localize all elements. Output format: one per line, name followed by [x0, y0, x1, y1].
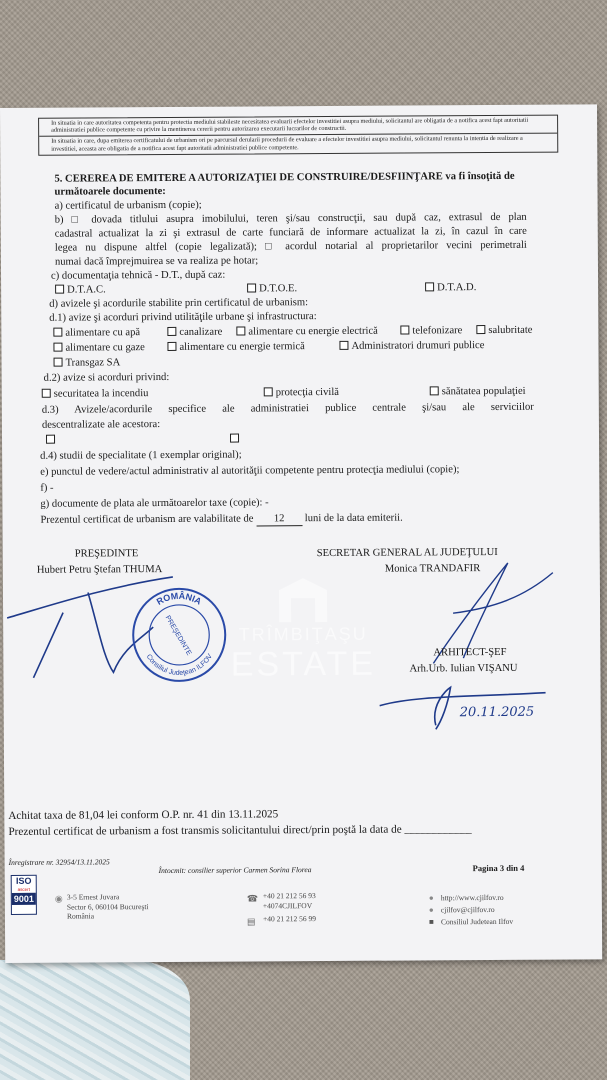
registration-number: Înregistrare nr. 32954/13.11.2025 [8, 857, 110, 867]
checkbox-icon [53, 343, 62, 352]
email-link[interactable]: cjilfov@cjilfov.ro [440, 904, 495, 915]
checkbox-icon [264, 387, 273, 396]
item-d4: d.4) studii de specialitate (1 exemplar original); [40, 449, 242, 462]
checkbox-sewage[interactable]: canalizare [167, 326, 222, 339]
checkbox-water[interactable]: alimentare cu apă [53, 326, 140, 340]
notice-row-2: In situatia in care, dupa emiterea certificatului de urbanism ori pe parcursul derularii procedurii de evaluare a efectelor investitiei asupra mediului, solicitantul renunta la intentia de realizare a investitiei, aceasta are obligatia de a notifica acest fapt autoritatii administratiei publice competente. [39, 133, 557, 155]
checkbox-icon [476, 325, 485, 334]
svg-text:Consiliul Judeţean ILFOV: Consiliul Judeţean ILFOV [144, 652, 215, 677]
item-d3: d.3) Avizele/acordurile specifice ale administratiei publice centrale şi/sau ale serviciilor [41, 401, 534, 416]
phone-icon: ☎ [246, 893, 259, 904]
checkbox-icon [54, 358, 63, 367]
checkbox-heating[interactable]: alimentare cu energie termică [167, 340, 304, 354]
checkbox-roads[interactable]: Administratori drumuri publice [339, 339, 484, 353]
item-b-line-2: cadastral actualizat la zi şi extrasul de carte funciară de informare actualizat la zi, în cazul în care [54, 225, 527, 240]
item-g: g) documente de plata ale următoarelor taxe (copie): - [40, 497, 269, 510]
fax-icon: ▤ [246, 916, 256, 927]
website-link[interactable]: http://www.cjilfov.ro [440, 892, 504, 903]
section-5-heading: 5. CEREREA DE EMITERE A AUTORIZAŢIEI DE CONSTRUIRE/DESFIINŢARE va fi însoţită de [54, 170, 515, 185]
president-name: Hubert Petru Ştefan THUMA [36, 564, 163, 576]
checkbox-electricity[interactable]: alimentare cu energie electrică [236, 325, 378, 339]
item-e: e) punctul de vedere/actul administrativ al autorităţii competente pentru protecţia mediului (copie); [40, 464, 460, 478]
document-page [0, 104, 602, 963]
item-d3-cont: descentralizate ale acestora: [41, 419, 161, 431]
checkbox-dtoe[interactable]: D.T.O.E. [247, 282, 297, 295]
prepared-by: Întocmit: consilier superior Carmen Sorina Florea [158, 865, 312, 876]
item-d: d) avizele şi acordurile stabilite prin certificatul de urbanism: [49, 297, 309, 310]
facebook-link[interactable]: Consiliul Judetean Ilfov [440, 916, 514, 927]
checkbox-icon [55, 285, 64, 294]
facebook-icon: ■ [428, 917, 434, 927]
tax-paid: Achitat taxa de 81,04 lei conform O.P. nr. 41 din 13.11.2025 [8, 808, 279, 822]
president-title: PREŞEDINTE [74, 548, 139, 560]
watermark-line-1: TRÎMBIŢAŞU [238, 623, 368, 645]
checkbox-d3-1[interactable] [46, 434, 58, 447]
item-d2: d.2) avize si acorduri privind: [43, 371, 170, 384]
item-b-line-3: legea nu dispune altfel (copie legalizată); □ acordul notarial al proprietarilor vecini perimetrali [54, 239, 527, 254]
notice-box [38, 115, 558, 156]
address-block: 3-5 Ernest Juvara Sector 6, 060104 Bucureşti România [66, 892, 149, 921]
checkbox-icon [53, 328, 62, 337]
checkbox-icon [46, 435, 55, 444]
validity-line: Prezentul certificat de urbanism are valabilitate de 12 luni de la data emiterii. [40, 512, 403, 526]
checkbox-icon [167, 342, 176, 351]
checkbox-health[interactable]: sănătatea populaţiei [430, 385, 526, 399]
background-cloth [0, 960, 190, 1080]
checkbox-sanitation[interactable]: salubritate [476, 324, 532, 337]
contact-block [441, 892, 513, 928]
watermark-icon [273, 576, 333, 624]
checkbox-icon [236, 327, 245, 336]
checkbox-transgaz[interactable]: Transgaz SA [54, 356, 121, 369]
checkbox-civil[interactable]: protecţia civilă [264, 386, 339, 399]
item-b-line-4: numai dacă împrejmuirea se va realiza pe hotar; [54, 255, 259, 268]
checkbox-icon [339, 341, 348, 350]
svg-text:PREŞEDINTE: PREŞEDINTE [163, 614, 193, 657]
checkbox-icon [247, 283, 256, 292]
email-icon: ● [428, 905, 434, 915]
checkbox-dtac[interactable]: D.T.A.C. [55, 283, 106, 296]
watermark-logo [218, 576, 389, 685]
section-5-heading-cont: următoarele documente: [54, 185, 166, 198]
page-number: Pagina 3 din 4 [472, 862, 525, 874]
validity-months: 12 [256, 512, 302, 526]
checkbox-fire[interactable]: securitatea la incendiu [42, 387, 149, 401]
watermark-line-2: ESTATE [230, 644, 377, 684]
item-b-line-1: b) □ dovada titlului asupra imobilului, teren şi/sau construcţii, sau după caz, extrasul de plan [54, 211, 527, 226]
checkbox-icon [167, 327, 176, 336]
item-c: c) documentaţia tehnică - D.T., după caz: [50, 269, 226, 282]
architect-title: ARHITECT-ŞEF [433, 646, 507, 659]
notice-row-1: In situatia in care autoritatea competenta pentru protectia mediului stabileste necesitatea evaluarii efectelor investitiei asupra mediului, solicitantul are obligatia de a notifica acest fapt autoritatii administratiei publice competente cu privire la mentinerea cererii pentru autorizarea executarii lucrarilor de constructii. [51, 116, 529, 134]
phone-block: +40 21 212 56 93 +4074CJILFOV +40 21 212 56 99 [262, 891, 316, 924]
checkbox-gas[interactable]: alimentare cu gaze [53, 341, 144, 355]
web-icon: ● [428, 893, 434, 903]
checkbox-icon [430, 386, 439, 395]
architect-name: Arh.Urb. Iulian VIŞANU [409, 662, 518, 675]
checkbox-icon [425, 282, 434, 291]
checkbox-icon [400, 326, 409, 335]
architect-date: 20.11.2025 [459, 704, 535, 721]
checkbox-telephone[interactable]: telefonizare [400, 324, 462, 337]
checkbox-dtad[interactable]: D.T.A.D. [425, 281, 476, 294]
secretary-name: Monica TRANDAFIR [384, 563, 481, 575]
checkbox-icon [42, 389, 51, 398]
checkbox-d3-2[interactable] [230, 433, 242, 446]
secretary-title: SECRETAR GENERAL AL JUDEŢULUI [316, 546, 498, 560]
iso-logo: ISO ascert 9001 [11, 875, 37, 915]
location-icon: ◉ [54, 893, 63, 904]
item-d1: d.1) avize şi acorduri privind utilităţile urbane şi infrastructura: [49, 311, 317, 324]
tax-transmitted: Prezentul certificat de urbanism a fost transmis solicitantului direct/prin poştă la data de ____________ [8, 823, 472, 838]
svg-text:ROMÂNIA: ROMÂNIA [154, 590, 204, 607]
official-stamp [129, 585, 230, 686]
item-a: a) certificatul de urbanism (copie); [54, 199, 202, 212]
checkbox-icon [230, 434, 239, 443]
item-f: f) - [40, 482, 54, 494]
